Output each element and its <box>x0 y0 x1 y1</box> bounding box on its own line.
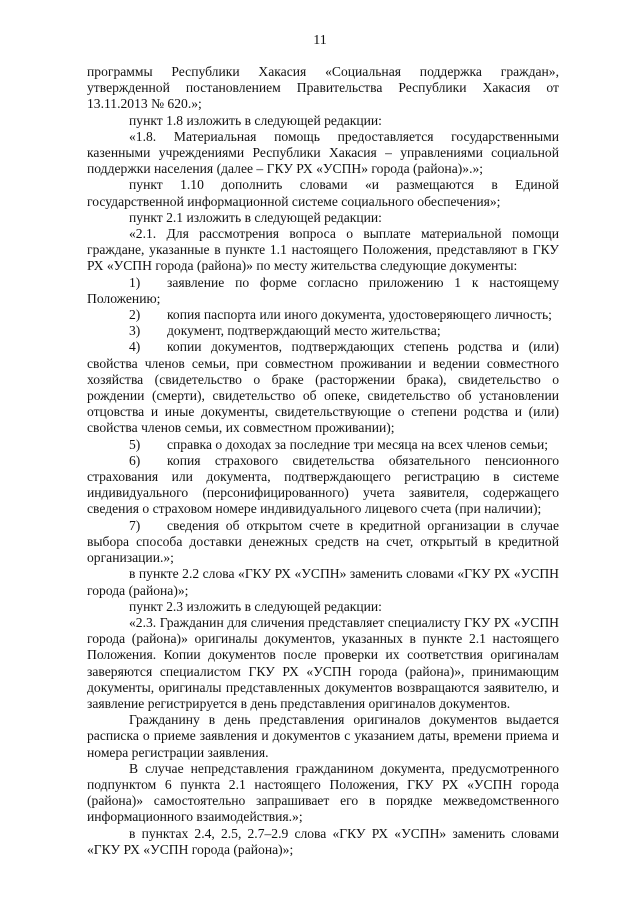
paragraph: пункт 1.10 дополнить словами «и размещаются в Единой государственной информационной системе социального обеспечения»; <box>87 177 559 209</box>
page-number: 11 <box>313 33 327 48</box>
paragraph: программы Республики Хакасия «Социальная поддержка граждан», утвержденной постановлением Правительства Республики Хакасия от 13.11.2013 № 620.»; <box>87 64 559 112</box>
paragraph: в пунктах 2.4, 2.5, 2.7–2.9 слова «ГКУ РХ «УСПН» заменить словами «ГКУ РХ «УСПН города (района)»; <box>87 825 559 857</box>
paragraph: Гражданину в день представления оригиналов документов выдается расписка о приеме заявления и документов с указанием даты, времени приема и номера регистрации заявления. <box>87 712 559 760</box>
list-item <box>87 453 559 518</box>
list-item-number: 2) <box>129 307 141 323</box>
paragraph: «2.3. Гражданин для сличения представляет специалисту ГКУ РХ «УСПН города (района)» оригиналы документов, указанных в пункте 2.1 настоящего Положения. Копии документов после проверки их соответствия оригиналам заверяются специалистом ГКУ РХ «УСПН города (района)», принимающим документы, оригиналы представленных документов возвращаются заявителю, и заявление регистрируется в день представления оригиналов документов. <box>87 614 559 711</box>
list-item-text: документ, подтверждающий место жительства; <box>167 323 441 339</box>
list-item <box>87 307 559 323</box>
paragraph: в пункте 2.2 слова «ГКУ РХ «УСПН» заменить словами «ГКУ РХ «УСПН города (района)»; <box>87 566 559 598</box>
paragraph: пункт 2.1 изложить в следующей редакции: <box>129 209 382 225</box>
paragraph: пункт 1.8 изложить в следующей редакции: <box>129 112 382 128</box>
list-item-number: 4) <box>129 339 141 355</box>
list-item-text: копия страхового свидетельства обязательного пенсионного страхования или документа, подтверждающего регистрацию в системе индивидуального (персонифицированного) учета заявителя, содержащего сведения о страховом номере индивидуального лицевого счета (при наличии); <box>87 452 559 517</box>
list-item <box>87 518 559 567</box>
list-item-text: справка о доходах за последние три месяца на всех членов семьи; <box>167 436 549 452</box>
list-item-number: 3) <box>129 323 141 339</box>
list-item <box>87 339 559 436</box>
list-item-text: копия паспорта или иного документа, удостоверяющего личность; <box>167 307 552 323</box>
list-item <box>87 437 559 453</box>
list-item <box>87 323 559 339</box>
paragraph: «2.1. Для рассмотрения вопроса о выплате материальной помощи граждане, указанные в пункте 1.1 настоящего Положения, представляют в ГКУ РХ «УСПН города (района)» по месту жительства следующие документы: <box>87 226 559 274</box>
list-item-number: 6) <box>129 452 141 468</box>
list-item-number: 7) <box>129 517 141 533</box>
list-item-number: 1) <box>129 274 141 290</box>
paragraph: пункт 2.3 изложить в следующей редакции: <box>129 598 382 614</box>
list-item-text: сведения об открытом счете в кредитной организации в случае выбора способа доставки денежных средств на счет, открытый в кредитной организации.»; <box>87 517 559 566</box>
list-item <box>87 275 559 307</box>
paragraph: В случае непредставления гражданином документа, предусмотренного подпунктом 6 пункта 2.1 настоящего Положения, ГКУ РХ «УСПН города (района)» самостоятельно запрашивает его в порядке межведомственного информационного взаимодействия.»; <box>87 760 559 825</box>
paragraph: «1.8. Материальная помощь предоставляется государственными казенными учреждениями Республики Хакасия – управлениями социальной поддержки населения (далее – ГКУ РХ «УСПН» города (района)».»; <box>87 128 559 177</box>
list-item-number: 5) <box>129 436 141 452</box>
list-item-text: заявление по форме согласно приложению 1 к настоящему Положению; <box>87 274 559 306</box>
document-body <box>87 64 559 858</box>
list-item-text: копии документов, подтверждающих степень родства и (или) свойства членов семьи, при совместном проживании и ведении совместного хозяйства (свидетельство о браке (расторжении брака), свидетельство о рождении (смерти), свидетельство об опеке, свидетельство об установлении отцовства и иные документы, свидетельствующие о степени родства и (или) свойства членов семьи, их совместном проживании); <box>87 339 559 436</box>
